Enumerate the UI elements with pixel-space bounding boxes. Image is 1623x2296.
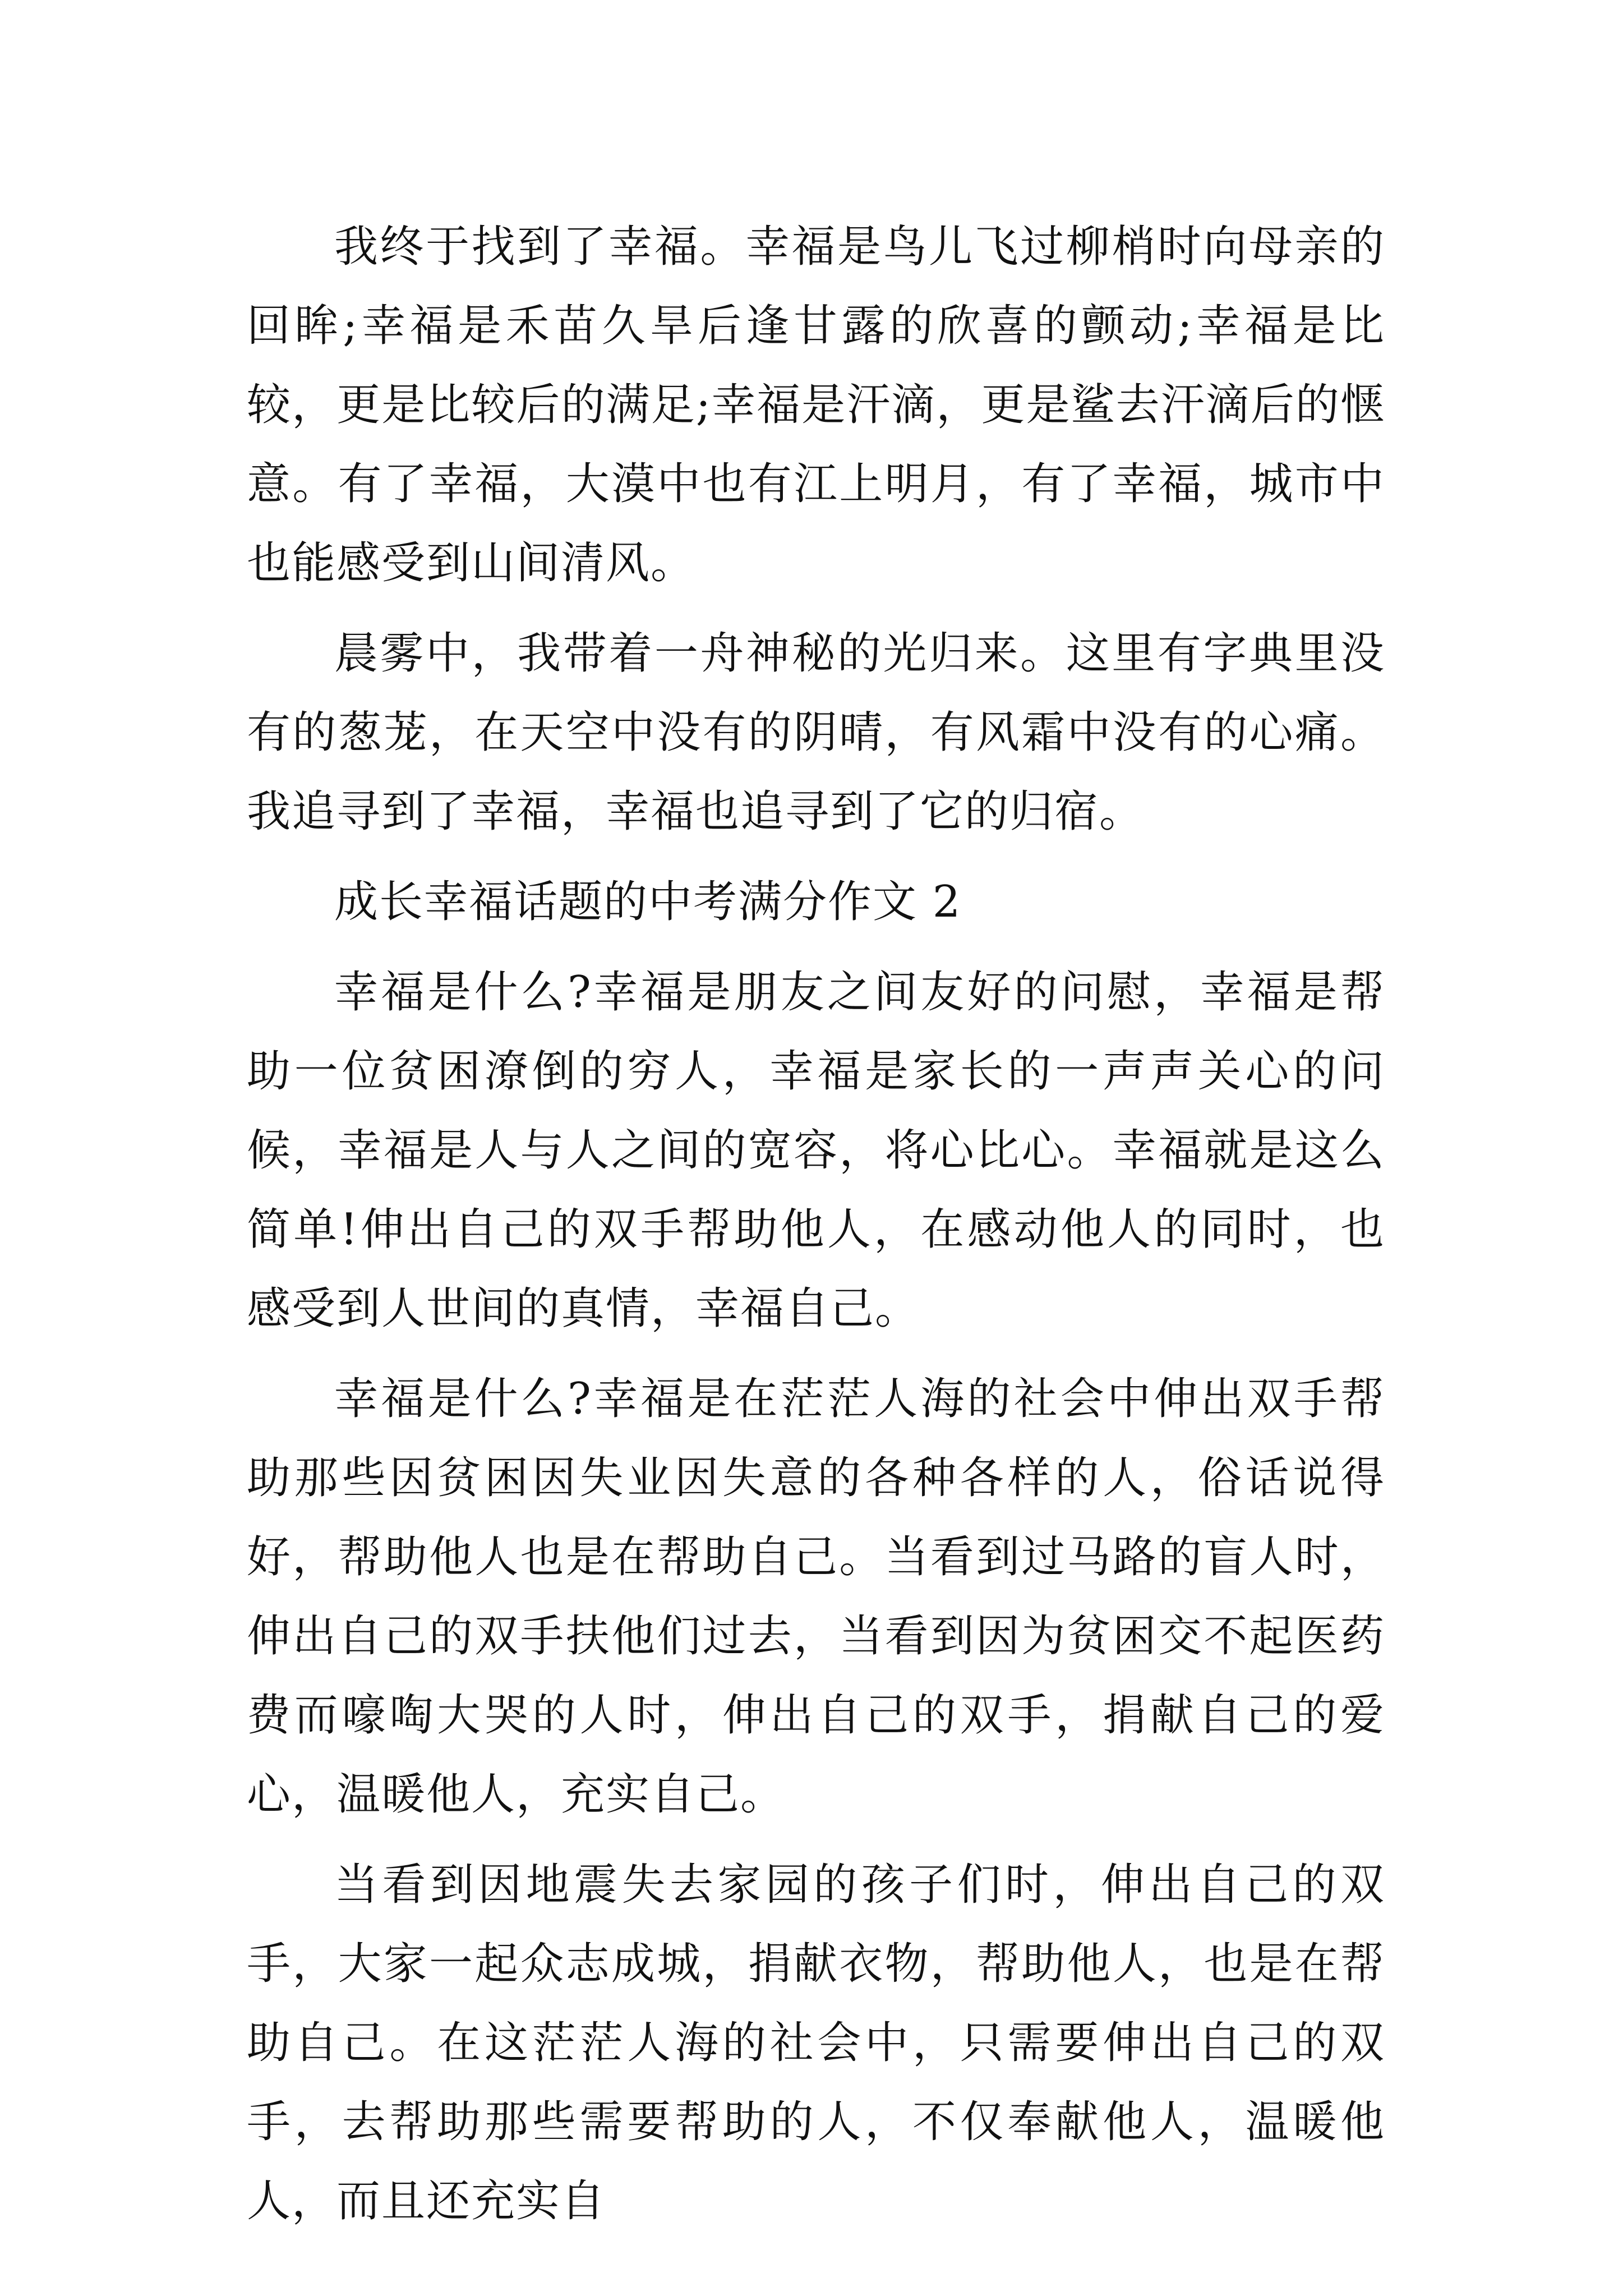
essay-body [247,208,1385,2252]
paragraph-earthquake: 当看到因地震失去家园的孩子们时，伸出自己的双手，大家一起众志成城，捐献衣物，帮助他人，也是在帮助自己。在这茫茫人海的社会中，只需要伸出自己的双手，去帮助那些需要帮助的人，不仅奉献他人，温暖他人，而且还充实自 [247,1860,1385,2226]
essay-title: 成长幸福话题的中考满分作文 2 [334,877,962,927]
paragraph-morning-mist: 晨雾中，我带着一舟神秘的光归来。这里有字典里没有的葱茏，在天空中没有的阴晴，有风霜中没有的心痛。我追寻到了幸福，幸福也追寻到了它的归宿。 [247,628,1385,837]
paragraph-what-is-happiness-1: 幸福是什么?幸福是朋友之间友好的问慰，幸福是帮助一位贫困潦倒的穷人，幸福是家长的一声声关心的问候，幸福是人与人之间的宽容，将心比心。幸福就是这么简单!伸出自己的双手帮助他人，在感动他人的同时，也感受到人世间的真情，幸福自己。 [247,967,1385,1334]
paragraph-what-is-happiness-2: 幸福是什么?幸福是在茫茫人海的社会中伸出双手帮助那些因贫困因失业因失意的各种各样的人，俗话说得好，帮助他人也是在帮助自己。当看到过马路的盲人时，伸出自己的双手扶他们过去，当看到因为贫困交不起医药费而嚎啕大哭的人时，伸出自己的双手，捐献自己的爱心，温暖他人，充实自己。 [247,1374,1385,1820]
paragraph-happiness-found: 我终于找到了幸福。幸福是鸟儿飞过柳梢时向母亲的回眸;幸福是禾苗久旱后逢甘露的欣喜的颤动;幸福是比较，更是比较后的满足;幸福是汗滴，更是鲨去汗滴后的惬意。有了幸福，大漠中也有江上明月，有了幸福，城市中也能感受到山间清风。 [247,222,1385,588]
